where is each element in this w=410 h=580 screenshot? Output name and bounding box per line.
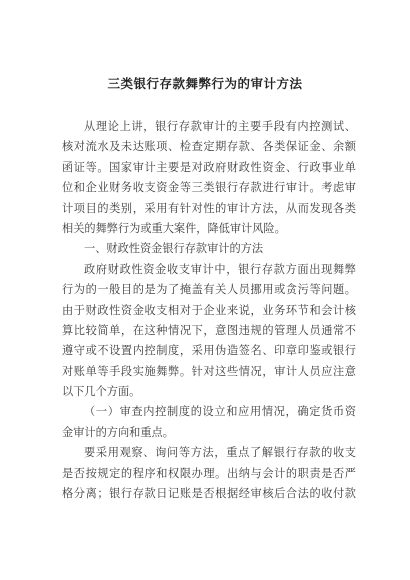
document-body bbox=[62, 117, 356, 504]
paragraph-line: 要采用观察、询问等方法，重点了解银行存款的收支 bbox=[84, 446, 356, 460]
paragraph-line: 位和企业财务收支资金等三类银行存款进行审计。考虑审 bbox=[62, 181, 356, 195]
document-title: 三类银行存款舞弊行为的审计方法 bbox=[107, 76, 303, 91]
paragraph-line: 算比较简单，在这种情况下，意图违规的管理人员通常不 bbox=[62, 323, 356, 337]
paragraph-line: 核对流水及未达账项、检查定期存款、各类保证金、余额 bbox=[62, 140, 356, 154]
paragraph-line: 格分离；银行存款日记账是否根据经审核后合法的收付款 bbox=[62, 487, 356, 501]
paragraph-line: 政府财政性资金收支审计中，银行存款方面出现舞弊 bbox=[84, 262, 356, 276]
subsection-heading: （一）审查内控制度的设立和应用情况，确定货币资 bbox=[84, 405, 356, 419]
paragraph-line: 以下几个方面。 bbox=[62, 385, 141, 399]
section-heading: 一、财政性资金银行存款审计的方法 bbox=[84, 242, 264, 256]
paragraph-line: 从理论上讲，银行存款审计的主要手段有内控测试、 bbox=[84, 120, 356, 133]
paragraph-line: 行为的一般目的是为了掩盖有关人员挪用或贪污等问题。 bbox=[62, 283, 356, 297]
paragraph-line: 相关的舞弊行为或重大案件，降低审计风险。 bbox=[62, 221, 286, 235]
paragraph-line: 函证等。国家审计主要是对政府财政性资金、行政事业单 bbox=[62, 160, 356, 174]
paragraph-line: 对账单等手段实施舞弊。针对这些情况，审计人员应注意 bbox=[62, 364, 356, 378]
paragraph-line: 由于财政性资金收支相对于企业来说，业务环节和会计核 bbox=[62, 303, 356, 317]
paragraph-line: 计项目的类别，采用有针对性的审计方法，从而发现各类 bbox=[62, 201, 356, 215]
paragraph-line: 金审计的方向和重点。 bbox=[62, 425, 174, 439]
paragraph-line: 是否按规定的程序和权限办理。出纳与会计的职责是否严 bbox=[62, 466, 356, 480]
paragraph-line: 遵守或不设置内控制度，采用伪造签名、印章印鉴或银行 bbox=[62, 344, 356, 358]
